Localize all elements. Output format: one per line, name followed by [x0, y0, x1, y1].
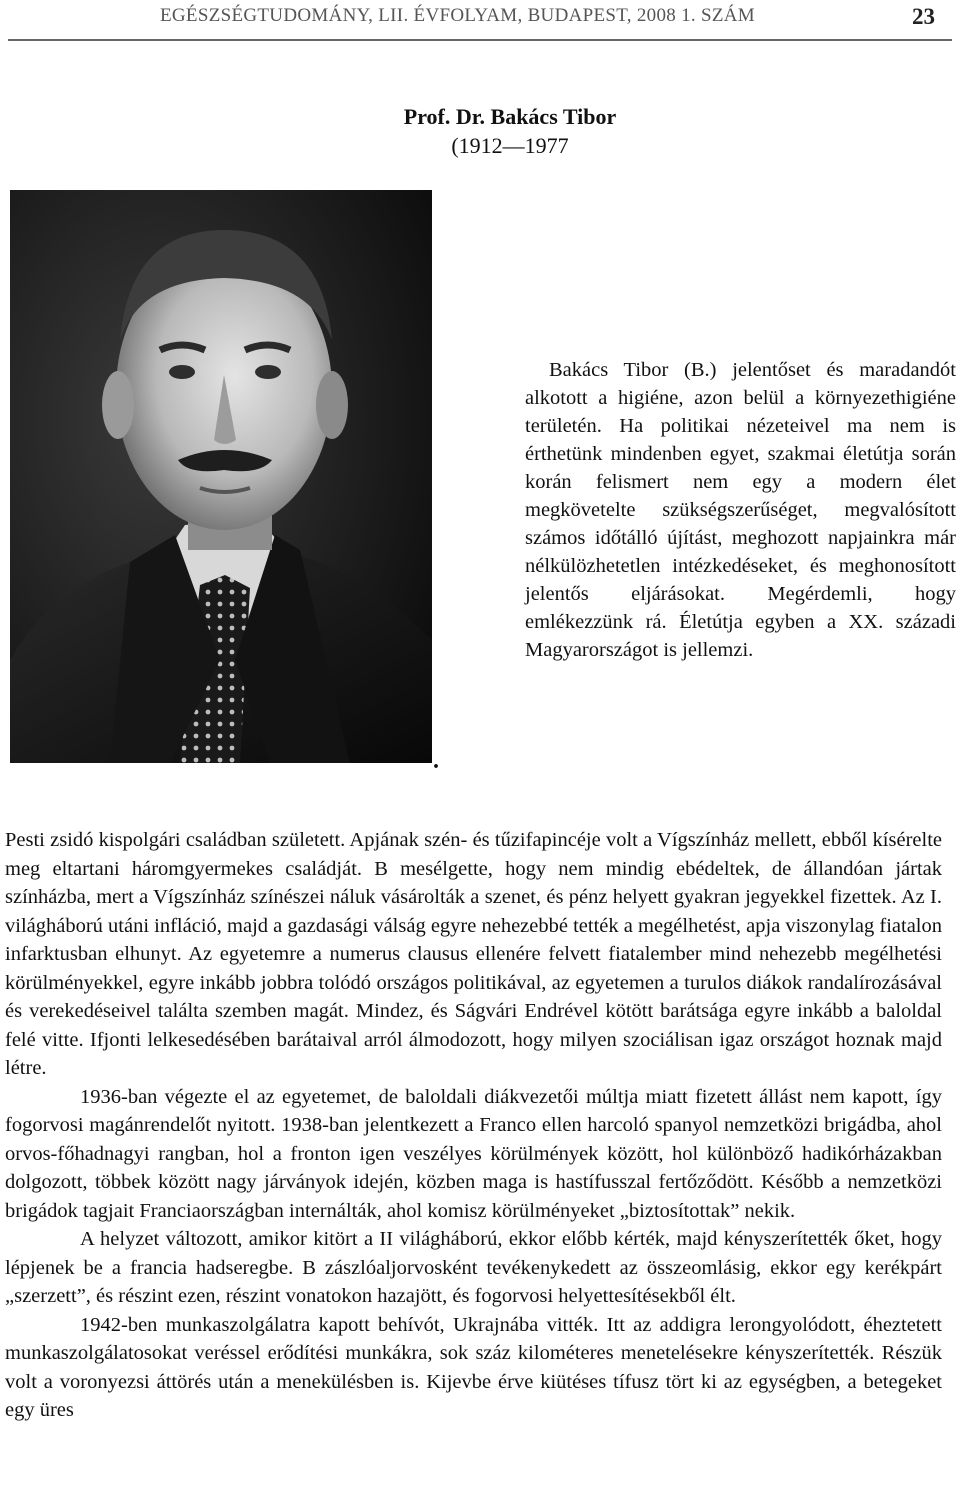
header-rule	[8, 39, 952, 41]
body-paragraph-2: 1936-ban végezte el az egyetemet, de baloldali diákvezetői múltja miatt fizetett állást nem kapott, így fogorvosi magánrendelőt nyitott. 1938-ban jelentkezett a Franco ellen harcoló spanyol nemzetközi brigádba, ahol orvos-főhadnagyi rangban, hol a fronton igen veszélyes körülmények között, hol különböző hadikórházakban dolgozott, többek között nagy járványok idején, közben maga is hastífusszal fertőződött. Később a nemzetközi brigádok tagjait Franciaországban internálták, ahol komisz körülményeket „biztosítottak” nekik.	[5, 1085, 942, 1222]
journal-header: EGÉSZSÉGTUDOMÁNY, LII. ÉVFOLYAM, BUDAPEST, 2008 1. SZÁM	[160, 5, 755, 26]
intro-text	[525, 356, 956, 664]
photo-marker: .	[433, 748, 439, 774]
article-body	[5, 826, 942, 1425]
body-paragraph-4: 1942-ben munkaszolgálatra kapott behívót, Ukrajnába vitték. Itt az addigra lerongyolódott, éheztetett munkaszolgálatosokat veréssel erődítési munkákra, sok száz kilométeres menetelésekre kényszerítették. Részük volt a voronyezsi áttörés után a menekülésben is. Kijevbe érve kiütéses tífusz tört ki az egységben, a betegeket egy üres	[5, 1313, 942, 1421]
page-number: 23	[912, 4, 935, 29]
article-title: Prof. Dr. Bakács Tibor	[403, 104, 617, 129]
body-paragraph-3: A helyzet változott, amikor kitört a II világháború, ekkor előbb kérték, majd kényszerítették őket, hogy lépjenek be a francia hadseregbe. B zászlóaljorvosként tevékenykedett az összeomlásig, ekkor egy kerékpárt „szerzett”, és részint ezen, részint vonatokon hazajött, és fogorvosi helyettesítésekből élt.	[5, 1228, 942, 1307]
intro-paragraph: Bakács Tibor (B.) jelentőset és maradandót alkotott a higiéne, azon belül a környezethigiéne területén. Ha politikai nézeteivel ma nem is érthetünk mindenben egyet, szakmai életútja során korán felismert nem egy a modern élet megkövetelte szükségszerűséget, megvalósított számos időtálló újítást, meghozott napjainkra már nélkülözhetetlen intézkedéseket, és meghonosított jelentős eljárásokat. Megérdemli, hogy emlékezzünk rá. Életútja egyben a XX. századi Magyarországot is jellemzi.	[525, 359, 956, 661]
running-header	[0, 4, 960, 34]
article-years: (1912—1977	[451, 133, 569, 158]
portrait-illustration	[10, 190, 432, 763]
body-paragraph-1: Pesti zsidó kispolgári családban született. Apjának szén- és tűzifapincéje volt a Vígszínház mellett, ebből kísérelte meg eltartani háromgyermekes családját. B mesélgette, hogy nem mindig ebédeltek, de állandóan jártak színházba, mert a Vígszínház színészei náluk vásárolták a szenet, és pénz helyett gyakran jegyekkel fizettek. Az I. világháború utáni infláció, majd a gazdasági válság egyre nehezebbé tették a megélhetést, apja viszonylag fiatalon infarktusban elhunyt. Az egyetemre a numerus clausus ellenére felvett fiatalember mind nehezebb megélhetési körülményekkel, egyre inkább jobbra tolódó országos politikával, az egyetemen a turulos diákok randalírozásával és verekedéseivel találta szemben magát. Mindez, és Ságvári Endrével kötött barátsága egyre inkább a baloldal felé vitte. Ifjonti lelkesedésében barátaival arról álmodozott, hogy milyen szociálisan igaz országot hoznak majd létre.	[5, 829, 942, 1079]
portrait-photo	[10, 190, 432, 763]
